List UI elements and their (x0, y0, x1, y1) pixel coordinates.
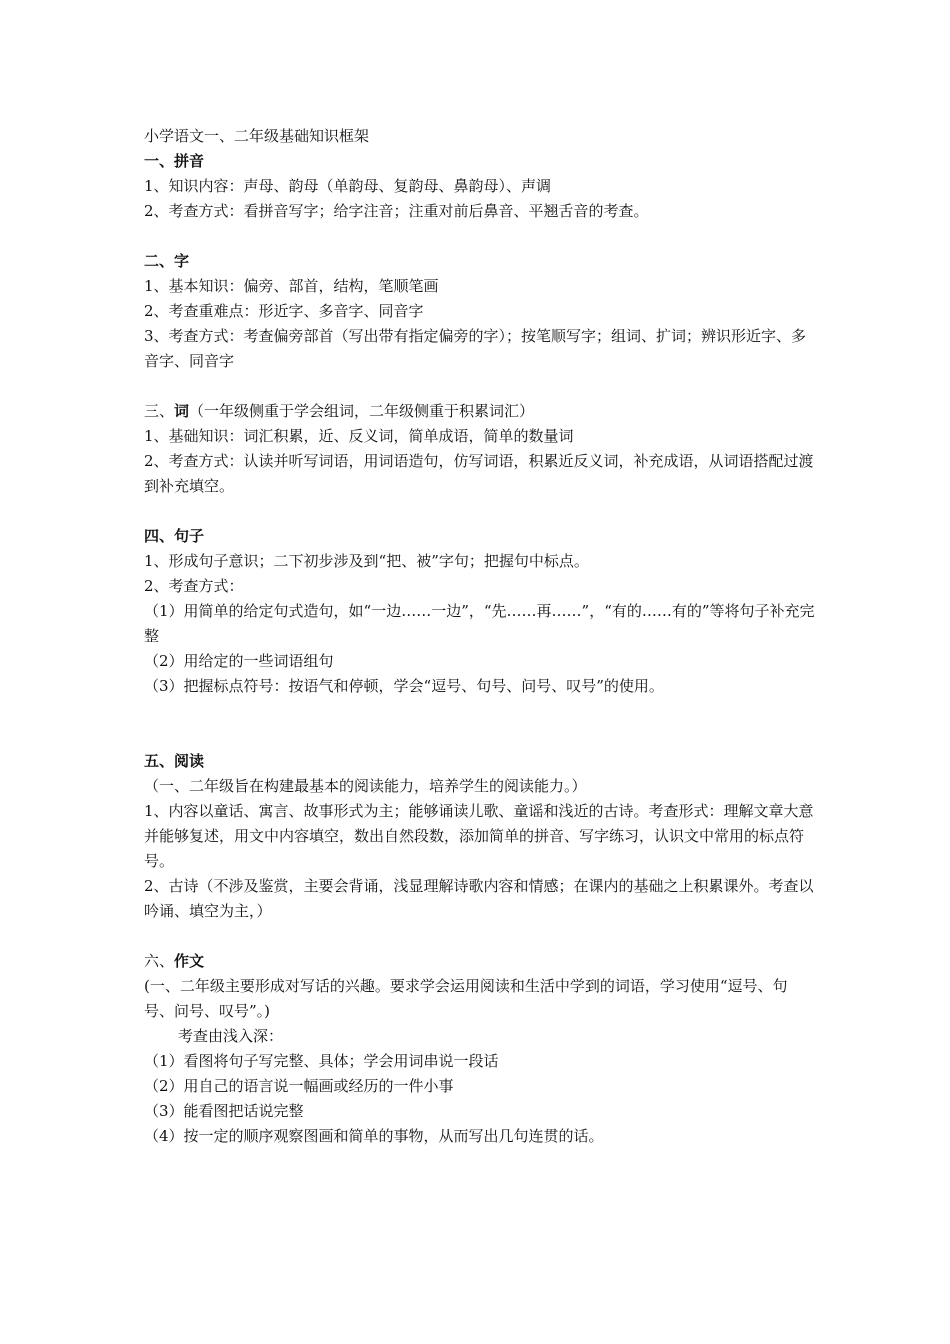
words-heading-note: （一年级侧重于学会组词，二年级侧重于积累词汇） (189, 402, 535, 420)
composition-line-3: （1）看图将句子写完整、具体；学会用词串说一段话 (144, 1052, 499, 1070)
characters-line-1: 1、基本知识：偏旁、部首，结构，笔顺笔画 (144, 277, 439, 295)
characters-line-3: 3、考查方式：考查偏旁部首（写出带有指定偏旁的字）；按笔顺写字；组词、扩词；辨识形近字、多音字、同音字 (144, 327, 807, 370)
spacer (144, 374, 816, 399)
sentences-line-4: （2）用给定的一些词语组句 (144, 652, 334, 670)
composition-line-5: （3）能看图把话说完整 (144, 1102, 304, 1120)
composition-line-4: （2）用自己的语言说一幅画或经历的一件小事 (144, 1077, 454, 1095)
sentences-line-3: （1）用简单的给定句式造句，如“一边……一边”，“先……再……”，“有的……有的”等将句子补充完整 (144, 602, 815, 645)
composition-line-1: (一、二年级主要形成对写话的兴趣。要求学会运用阅读和生活中学到的词语，学习使用“逗号、句号、问号、叹号”。) (144, 977, 788, 1020)
section-heading-characters: 二、字 (144, 252, 190, 270)
composition-heading-bold: 作文 (174, 952, 205, 970)
spacer (144, 224, 816, 249)
document-page (144, 124, 816, 1149)
characters-line-2: 2、考查重难点：形近字、多音字、同音字 (144, 302, 424, 320)
section-heading-composition (144, 949, 816, 974)
spacer (144, 924, 816, 949)
reading-line-2: 1、内容以童话、寓言、故事形式为主；能够诵读儿歌、童谣和浅近的古诗。考查形式：理解文章大意并能够复述，用文中内容填空，数出自然段数，添加简单的拼音、写字练习，认识文中常用的标点符号。 (144, 802, 814, 870)
sentences-line-1: 1、形成句子意识；二下初步涉及到“把、被”字句；把握句中标点。 (144, 552, 589, 570)
words-heading-bold: 词 (174, 402, 190, 420)
section-heading-words (144, 399, 816, 424)
composition-line-6: （4）按一定的顺序观察图画和简单的事物，从而写出几句连贯的话。 (144, 1127, 604, 1145)
section-heading-reading: 五、阅读 (144, 752, 205, 770)
composition-line-2: 考查由浅入深： (178, 1027, 284, 1045)
pinyin-line-2: 2、考查方式：看拼音写字；给字注音；注重对前后鼻音、平翘舌音的考查。 (144, 202, 649, 220)
spacer (144, 699, 816, 749)
words-line-2: 2、考查方式：认读并听写词语，用词语造句，仿写词语，积累近反义词，补充成语，从词语搭配过渡到补充填空。 (144, 452, 814, 495)
words-heading-prefix: 三、 (144, 402, 175, 420)
reading-line-1: （一、二年级旨在构建最基本的阅读能力，培养学生的阅读能力。） (144, 777, 587, 795)
section-heading-sentences: 四、句子 (144, 527, 205, 545)
reading-line-3: 2、古诗（不涉及鉴赏，主要会背诵，浅显理解诗歌内容和情感；在课内的基础之上积累课外。考查以吟诵、填空为主，） (144, 877, 814, 920)
pinyin-line-1: 1、知识内容：声母、韵母（单韵母、复韵母、鼻韵母）、声调 (144, 177, 552, 195)
composition-heading-prefix: 六、 (144, 952, 175, 970)
sentences-line-5: （3）把握标点符号：按语气和停顿，学会“逗号、句号、问号、叹号”的使用。 (144, 677, 664, 695)
sentences-line-2: 2、考查方式： (144, 577, 244, 595)
spacer (144, 499, 816, 524)
words-line-1: 1、基础知识：词汇积累，近、反义词，简单成语，简单的数量词 (144, 427, 574, 445)
document-title: 小学语文一、二年级基础知识框架 (144, 127, 370, 145)
section-heading-pinyin: 一、拼音 (144, 152, 205, 170)
